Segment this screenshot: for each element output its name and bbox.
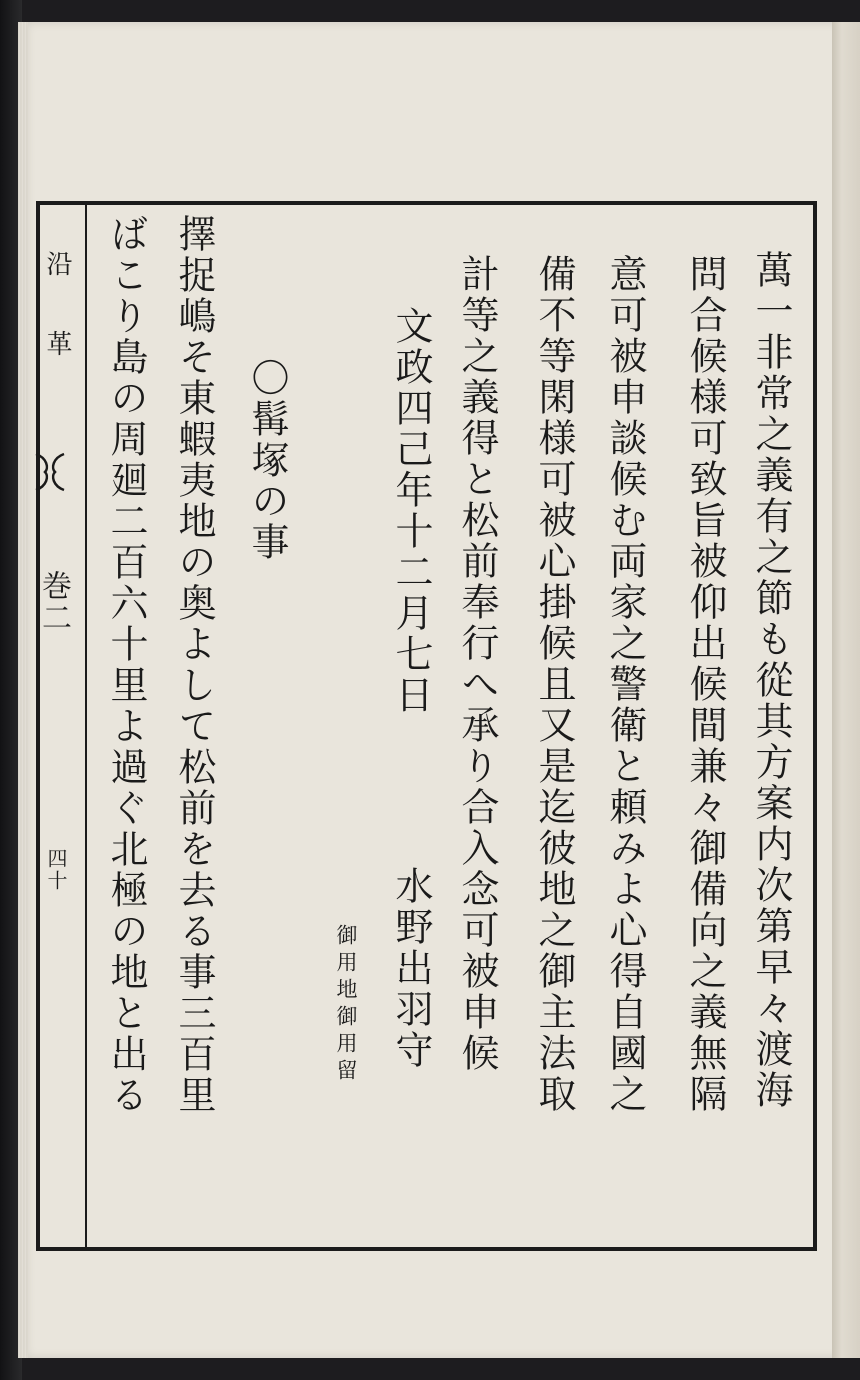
body-column-2: ばこり島の周廻二百六十里よ過ぐ北極の地と出る: [104, 214, 148, 1116]
margin-folio: 四十: [44, 848, 68, 892]
attribution: 御用地御用留: [334, 924, 358, 1086]
page-edge-stack: [18, 22, 28, 1358]
fish-tail-mark-icon: [33, 452, 67, 492]
text-column-3: 意可被申談候む両家之警衛と頼みよ心得自國之: [603, 254, 647, 1115]
section-heading: 〇髯塚の事: [245, 358, 289, 563]
margin-title-1: 沿: [42, 250, 72, 276]
signature: 水野出羽守: [389, 866, 433, 1071]
text-column-4: 備不等閑様可被心掛候且又是迄彼地之御主法取: [532, 254, 576, 1115]
body-column-1: 擇捉嶋そ東蝦夷地の奥よして松前を去る事三百里: [172, 214, 216, 1116]
date-line: 文政四己年十二月七日: [389, 306, 433, 716]
margin-volume: 巻二: [36, 570, 71, 634]
facing-page-edge: [832, 22, 860, 1358]
margin-rule: [85, 205, 87, 1247]
text-column-5: 計等之義得と松前奉行へ承り合入念可被申候: [455, 254, 499, 1074]
text-column-2: 問合候様可致旨被仰出候間兼々御備向之義無隔: [683, 254, 727, 1115]
margin-title-2: 革: [42, 330, 72, 356]
text-column-1: 萬一非常之義有之節も從其方案内次第早々渡海: [749, 250, 793, 1111]
